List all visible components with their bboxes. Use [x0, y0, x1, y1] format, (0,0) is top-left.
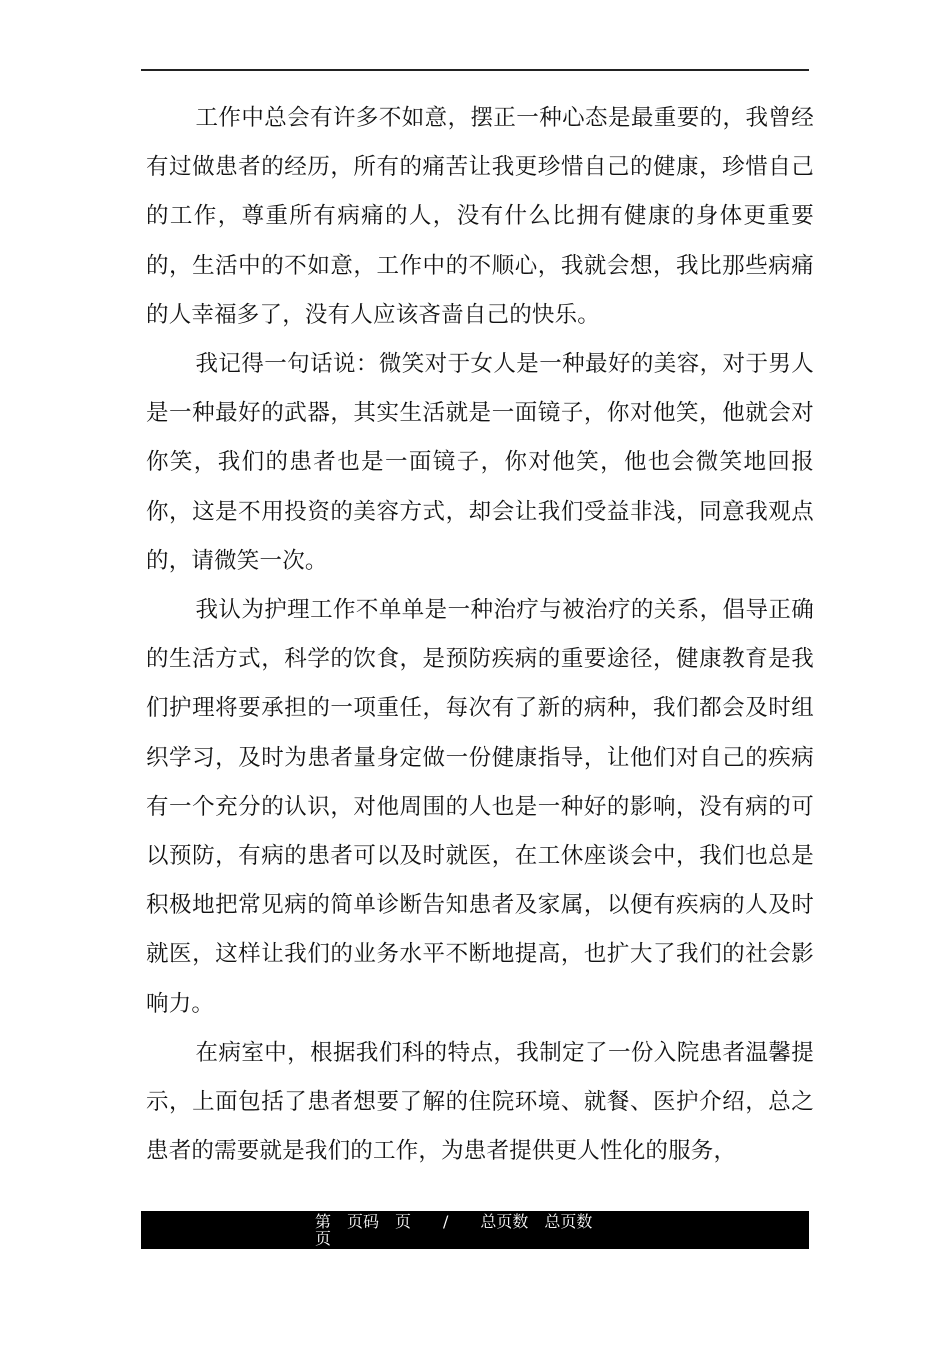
paragraph: 在病室中，根据我们科的特点，我制定了一份入院患者温馨提示，上面包括了患者想要了解的住院环境、就餐、医护介绍，总之患者的需要就是我们的工作，为患者提供更人性化的服务，	[146, 1039, 814, 1165]
footer-line-1: 第 页码 页 / 总页数 总页数	[315, 1212, 593, 1231]
document-body	[146, 94, 814, 1176]
paragraph: 工作中总会有许多不如意，摆正一种心态是最重要的，我曾经有过做患者的经历，所有的痛苦让我更珍惜自己的健康，珍惜自己的工作，尊重所有病痛的人，没有什么比拥有健康的身体更重要的，生活中的不如意，工作中的不顺心，我就会想，我比那些病痛的人幸福多了，没有人应该吝啬自己的快乐。	[146, 105, 814, 328]
page-number-label	[315, 1213, 635, 1247]
footer-line-2: 页	[315, 1229, 332, 1248]
paragraph: 我认为护理工作不单单是一种治疗与被治疗的关系，倡导正确的生活方式，科学的饮食，是预防疾病的重要途径，健康教育是我们护理将要承担的一项重任，每次有了新的病种，我们都会及时组织学习，及时为患者量身定做一份健康指导，让他们对自己的疾病有一个充分的认识，对他周围的人也是一种好的影响，没有病的可以预防，有病的患者可以及时就医，在工休座谈会中，我们也总是积极地把常见病的简单诊断告知患者及家属，以便有疾病的人及时就医，这样让我们的业务水平不断地提高，也扩大了我们的社会影响力。	[146, 597, 814, 1017]
paragraph: 我记得一句话说：微笑对于女人是一种最好的美容，对于男人是一种最好的武器，其实生活就是一面镜子，你对他笑，他就会对你笑，我们的患者也是一面镜子，你对他笑，他也会微笑地回报你，这是不用投资的美容方式，却会让我们受益非浅，同意我观点的，请微笑一次。	[146, 351, 814, 574]
page-footer	[141, 1211, 809, 1249]
header-rule	[141, 69, 809, 71]
